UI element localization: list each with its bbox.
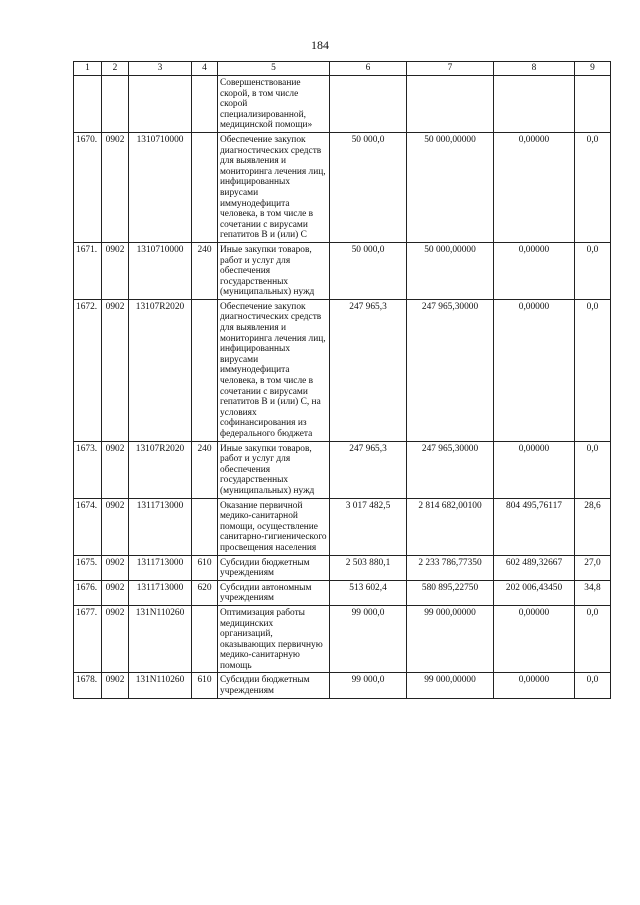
cell-name: Оптимизация работы медицинских организаций, оказывающих первичную медико-санитарную помощь [218,605,330,673]
table-row [74,555,611,580]
continuation-row [74,76,611,133]
cell-empty [192,76,218,133]
cell-row-number: 1672. [74,299,102,441]
cell-section-code: 0902 [102,580,129,605]
cell-percent: 0,0 [575,605,611,673]
cell-executed-amount: 0,00000 [494,441,575,498]
cell-approved-amount: 513 602,4 [330,580,407,605]
table-row [74,242,611,299]
cell-row-number: 1674. [74,498,102,555]
cell-plan-amount: 247 965,30000 [407,299,494,441]
col-header-4: 4 [192,62,218,76]
cell-section-code: 0902 [102,498,129,555]
cell-executed-amount: 602 489,32667 [494,555,575,580]
cell-plan-amount: 99 000,00000 [407,605,494,673]
cell-name: Субсидии бюджетным учреждениям [218,555,330,580]
cell-plan-amount: 50 000,00000 [407,132,494,242]
cell-section-code: 0902 [102,673,129,698]
cell-section-code: 0902 [102,242,129,299]
cell-name: Иные закупки товаров, работ и услуг для обеспечения государственных (муниципальных) нужд [218,441,330,498]
cell-expense-type: 240 [192,242,218,299]
cell-row-number: 1676. [74,580,102,605]
cell-empty [407,76,494,133]
cell-executed-amount: 202 006,43450 [494,580,575,605]
table-row [74,299,611,441]
cell-row-number: 1670. [74,132,102,242]
cell-target-article: 1311713000 [129,498,192,555]
cell-expense-type: 620 [192,580,218,605]
col-header-1: 1 [74,62,102,76]
cell-target-article: 1311713000 [129,580,192,605]
page-number: 184 [311,38,329,52]
cell-executed-amount: 804 495,76117 [494,498,575,555]
cell-plan-amount: 580 895,22750 [407,580,494,605]
cell-name: Субсидии автономным учреждениям [218,580,330,605]
table-row [74,673,611,698]
cell-percent: 34,8 [575,580,611,605]
cell-percent: 0,0 [575,299,611,441]
cell-executed-amount: 0,00000 [494,299,575,441]
cell-empty [330,76,407,133]
cell-row-number: 1673. [74,441,102,498]
table-row [74,441,611,498]
cell-empty [494,76,575,133]
cell-percent: 0,0 [575,673,611,698]
cell-name: Субсидии бюджетным учреждениям [218,673,330,698]
cell-empty [102,76,129,133]
cell-expense-type [192,498,218,555]
cell-empty [74,76,102,133]
cell-target-article: 1310710000 [129,132,192,242]
cell-approved-amount: 50 000,0 [330,242,407,299]
cell-plan-amount: 50 000,00000 [407,242,494,299]
cell-target-article: 131N110260 [129,605,192,673]
cell-target-article: 1310710000 [129,242,192,299]
cell-name: Обеспечение закупок диагностических средств для выявления и мониторинга лечения лиц, инфицированных вирусами иммунодефицита человека, в том числе в сочетании с вирусами гепатитов B и (или) C, на условиях софинансирования из федерального бюджета [218,299,330,441]
table-row [74,605,611,673]
cell-row-number: 1677. [74,605,102,673]
col-header-5: 5 [218,62,330,76]
col-header-3: 3 [129,62,192,76]
cell-section-code: 0902 [102,132,129,242]
cell-target-article: 13107R2020 [129,441,192,498]
header-row [74,62,611,76]
cell-expense-type: 610 [192,555,218,580]
cell-plan-amount: 2 814 682,00100 [407,498,494,555]
cell-plan-amount: 99 000,00000 [407,673,494,698]
col-header-7: 7 [407,62,494,76]
cell-percent: 0,0 [575,242,611,299]
cell-expense-type: 240 [192,441,218,498]
cell-name: Обеспечение закупок диагностических средств для выявления и мониторинга лечения лиц, инфицированных вирусами иммунодефицита человека, в том числе в сочетании с вирусами гепатитов B и (или) C [218,132,330,242]
cell-row-number: 1675. [74,555,102,580]
table-row [74,498,611,555]
cell-approved-amount: 247 965,3 [330,299,407,441]
table-row [74,132,611,242]
cell-approved-amount: 247 965,3 [330,441,407,498]
cell-name: Совершенствование скорой, в том числе скорой специализированной, медицинской помощи» [218,76,330,133]
col-header-9: 9 [575,62,611,76]
cell-expense-type [192,605,218,673]
cell-percent: 28,6 [575,498,611,555]
cell-section-code: 0902 [102,555,129,580]
cell-row-number: 1671. [74,242,102,299]
cell-target-article: 131N110260 [129,673,192,698]
cell-executed-amount: 0,00000 [494,132,575,242]
cell-target-article: 1311713000 [129,555,192,580]
cell-expense-type [192,132,218,242]
cell-percent: 27,0 [575,555,611,580]
cell-approved-amount: 3 017 482,5 [330,498,407,555]
cell-section-code: 0902 [102,441,129,498]
cell-percent: 0,0 [575,132,611,242]
cell-approved-amount: 50 000,0 [330,132,407,242]
col-header-2: 2 [102,62,129,76]
cell-section-code: 0902 [102,605,129,673]
col-header-8: 8 [494,62,575,76]
cell-name: Иные закупки товаров, работ и услуг для обеспечения государственных (муниципальных) нужд [218,242,330,299]
col-header-6: 6 [330,62,407,76]
cell-target-article: 13107R2020 [129,299,192,441]
cell-section-code: 0902 [102,299,129,441]
cell-executed-amount: 0,00000 [494,605,575,673]
cell-empty [575,76,611,133]
cell-executed-amount: 0,00000 [494,242,575,299]
cell-empty [129,76,192,133]
budget-table [73,61,611,699]
cell-row-number: 1678. [74,673,102,698]
cell-name: Оказание первичной медико-санитарной помощи, осуществление санитарно-гигиенического просвещения населения [218,498,330,555]
table-row [74,580,611,605]
cell-executed-amount: 0,00000 [494,673,575,698]
cell-approved-amount: 99 000,0 [330,605,407,673]
cell-percent: 0,0 [575,441,611,498]
cell-expense-type: 610 [192,673,218,698]
cell-plan-amount: 2 233 786,77350 [407,555,494,580]
cell-expense-type [192,299,218,441]
cell-approved-amount: 99 000,0 [330,673,407,698]
cell-plan-amount: 247 965,30000 [407,441,494,498]
cell-approved-amount: 2 503 880,1 [330,555,407,580]
